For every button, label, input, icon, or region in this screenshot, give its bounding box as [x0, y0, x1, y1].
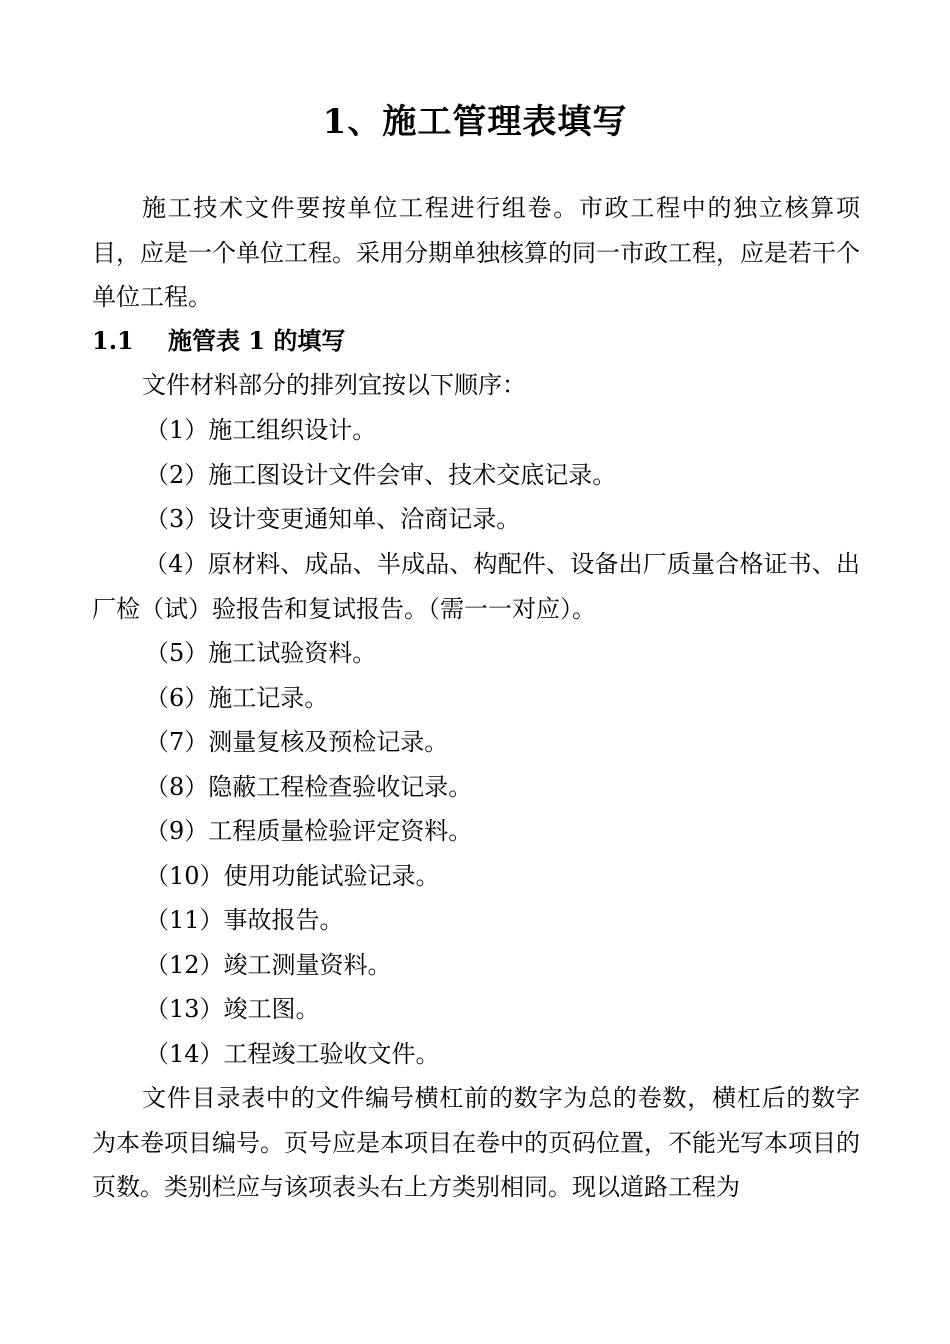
list-item: （9）工程质量检验评定资料。: [145, 817, 473, 845]
section-title: 施管表 1 的填写: [168, 326, 346, 355]
list-item: （8）隐蔽工程检查验收记录。: [145, 772, 473, 801]
list-item: （13）竣工图。: [145, 995, 320, 1023]
intro-block: [92, 186, 860, 320]
order-intro: 文件材料部分的排列宜按以下顺序：: [142, 371, 526, 399]
list-item: （6）施工记录。: [145, 683, 329, 712]
closing-paragraph: 文件目录表中的文件编号横杠前的数字为总的卷数，横杠后的数字为本卷项目编号。页号应是本项目在卷中的页码位置，不能光写本项目的页数。类别栏应与该项表头右上方类别相同。现以道路工程为: [92, 1084, 860, 1201]
section-number: 1.1: [92, 326, 134, 355]
order-intro-block: [92, 363, 860, 408]
file-order-list-b: [145, 631, 860, 1076]
list-item: （10）使用功能试验记录。: [145, 861, 440, 890]
list-item-4: （4）原材料、成品、半成品、构配件、设备出厂质量合格证书、出厂检（试）验报告和复试报告。（需一一对应）。: [92, 550, 860, 623]
list-item: （7）测量复核及预检记录。: [145, 728, 449, 756]
section-heading: [92, 319, 345, 363]
list-item: （3）设计变更通知单、洽商记录。: [145, 505, 521, 533]
file-order-list-a: [145, 408, 860, 542]
page-title: 1、施工管理表填写: [322, 102, 628, 142]
list-item: （1）施工组织设计。: [145, 416, 377, 444]
list-item: （12）竣工测量资料。: [145, 950, 392, 979]
intro-paragraph: 施工技术文件要按单位工程进行组卷。市政工程中的独立核算项目，应是一个单位工程。采用分期单独核算的同一市政工程，应是若干个单位工程。: [92, 194, 860, 311]
list-item: （11）事故报告。: [145, 906, 344, 934]
list-item: （2）施工图设计文件会审、技术交底记录。: [145, 460, 617, 489]
list-item: （14）工程竣工验收文件。: [145, 1039, 440, 1068]
list-item: （5）施工试验资料。: [145, 639, 377, 667]
closing-block: [92, 1076, 860, 1210]
